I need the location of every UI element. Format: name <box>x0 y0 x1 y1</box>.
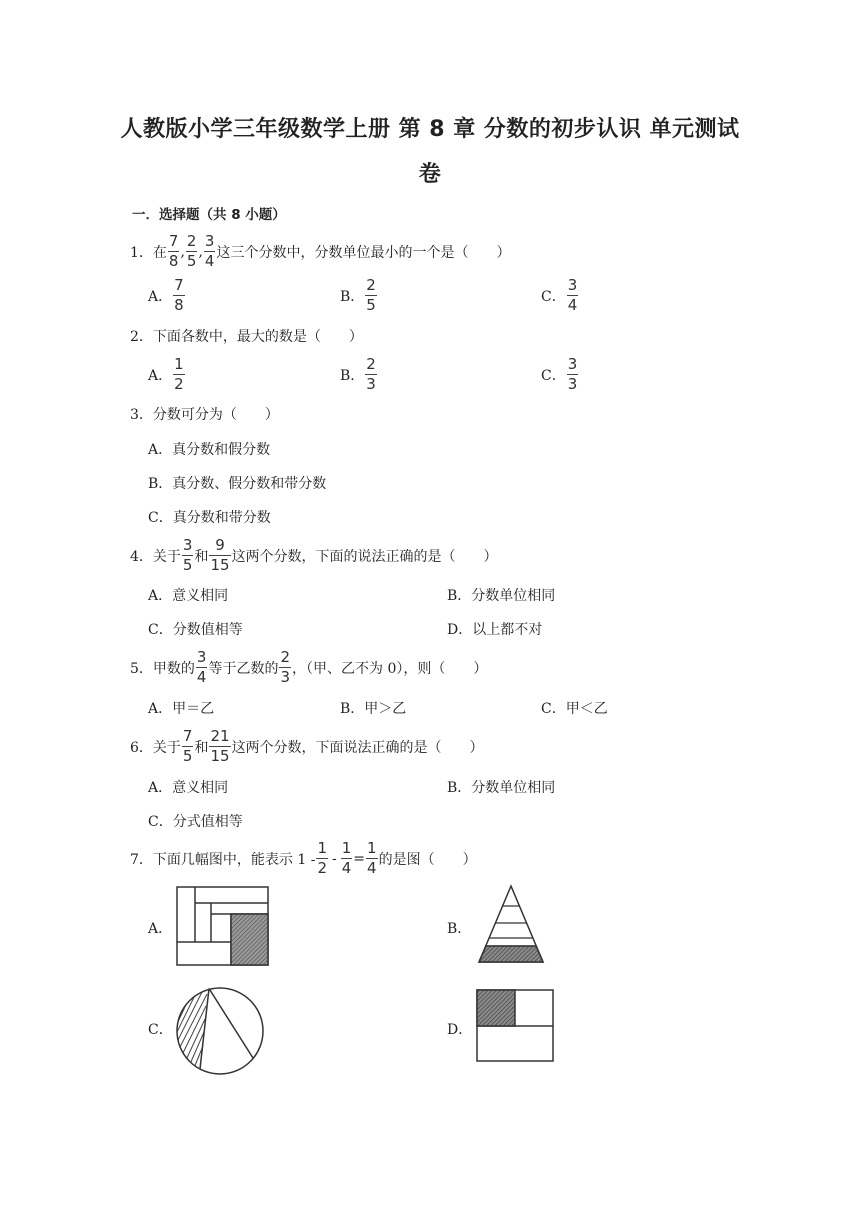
fraction <box>209 728 230 765</box>
equals-sign: = <box>353 850 366 867</box>
denominator: 15 <box>210 556 230 574</box>
numerator: 21 <box>210 727 230 745</box>
fraction <box>366 840 378 877</box>
fraction <box>173 277 185 314</box>
option-b[interactable]: B． <box>447 921 472 937</box>
numerator: 7 <box>182 727 193 745</box>
question-text: 关于 <box>152 739 181 756</box>
question-text: 和 <box>194 548 209 565</box>
numerator: 3 <box>204 232 215 250</box>
question-text: 这三个分数中，分数单位最小的一个是（ ） <box>216 244 511 261</box>
question-text: 甲数的 <box>152 660 195 677</box>
question-text: 这两个分数，下面说法正确的是（ ） <box>231 739 484 756</box>
question-number: 4． <box>130 548 153 565</box>
minus-sign: - <box>332 850 337 867</box>
denominator: 4 <box>196 668 207 686</box>
denominator: 4 <box>367 859 377 877</box>
fraction <box>182 537 194 574</box>
option-c[interactable]: C． <box>148 1022 173 1038</box>
question-text: 关于 <box>152 548 181 565</box>
option-a[interactable]: A．真分数和假分数 <box>148 442 271 458</box>
option-c[interactable] <box>541 356 579 393</box>
fraction <box>365 277 377 314</box>
numerator: 2 <box>366 276 376 294</box>
fraction <box>173 356 185 393</box>
denominator: 15 <box>210 747 230 765</box>
question-text: 在 <box>152 244 167 261</box>
question-4 <box>130 537 498 574</box>
option-label: A． <box>148 288 173 305</box>
denominator: 5 <box>182 556 193 574</box>
denominator: 4 <box>341 859 352 877</box>
numerator: 7 <box>174 276 184 294</box>
denominator: 4 <box>567 296 578 314</box>
fraction <box>168 233 180 270</box>
denominator: 3 <box>366 375 376 393</box>
option-a[interactable]: A．意义相同 <box>148 780 229 796</box>
option-b[interactable]: B．真分数、假分数和带分数 <box>148 476 327 492</box>
denominator: 2 <box>317 859 328 877</box>
option-d[interactable]: D．以上都不对 <box>447 622 543 638</box>
separator: , <box>198 243 203 260</box>
separator: , <box>180 243 185 260</box>
question-text: 这两个分数，下面的说法正确的是（ ） <box>231 548 498 565</box>
figure-a-rectangles <box>176 886 270 968</box>
denominator: 8 <box>168 252 179 270</box>
fraction <box>209 537 230 574</box>
option-c[interactable]: C．分数值相等 <box>148 622 243 638</box>
numerator: 3 <box>567 276 578 294</box>
question-text: 的是图（ ） <box>378 851 477 868</box>
fraction <box>316 840 328 877</box>
numerator: 1 <box>174 355 184 373</box>
numerator: 2 <box>280 648 291 666</box>
question-2 <box>130 326 363 346</box>
numerator: 3 <box>196 648 207 666</box>
document-title-line2: 卷 <box>418 162 442 187</box>
fraction <box>567 356 579 393</box>
numerator: 2 <box>186 232 197 250</box>
numerator: 7 <box>168 232 179 250</box>
fraction <box>341 840 353 877</box>
option-b[interactable]: B．甲＞乙 <box>340 701 407 717</box>
denominator: 5 <box>366 296 376 314</box>
option-a[interactable]: A．意义相同 <box>148 588 229 604</box>
option-label: B． <box>340 367 365 384</box>
fraction <box>279 649 291 686</box>
option-b[interactable]: B．分数单位相同 <box>447 780 556 796</box>
option-label: A． <box>148 367 173 384</box>
question-5 <box>130 649 487 686</box>
question-text: 3．分数可分为（ ） <box>130 407 279 423</box>
question-3 <box>130 404 279 424</box>
document-title-line1: 人教版小学三年级数学上册 第 8 章 分数的初步认识 单元测试 <box>120 117 740 142</box>
denominator: 2 <box>174 375 184 393</box>
question-number: 7． <box>130 851 153 868</box>
option-c[interactable]: C．甲＜乙 <box>541 701 608 717</box>
question-text: 等于乙数的 <box>208 660 279 677</box>
option-a[interactable]: A． <box>148 921 173 937</box>
option-c[interactable]: C．真分数和带分数 <box>148 510 271 526</box>
option-a[interactable] <box>148 277 186 314</box>
numerator: 3 <box>567 355 578 373</box>
question-text: 和 <box>194 739 209 756</box>
denominator: 3 <box>567 375 578 393</box>
option-b[interactable] <box>340 356 378 393</box>
denominator: 5 <box>182 747 193 765</box>
numerator: 3 <box>182 536 193 554</box>
question-text: 下面几幅图中，能表示 1 - <box>152 851 316 868</box>
question-text: 2．下面各数中，最大的数是（ ） <box>130 329 363 345</box>
fraction <box>365 356 377 393</box>
option-c[interactable] <box>541 277 579 314</box>
denominator: 5 <box>186 252 197 270</box>
numerator: 1 <box>341 839 352 857</box>
figure-d-square <box>476 989 556 1063</box>
figure-b-triangle <box>476 884 546 966</box>
fraction <box>196 649 208 686</box>
question-1 <box>130 233 510 270</box>
section-heading: 一．选择题（共 8 小题） <box>132 207 286 223</box>
numerator: 2 <box>366 355 376 373</box>
option-label: B． <box>340 288 365 305</box>
question-text: ，（甲、乙不为 0），则（ ） <box>292 660 488 677</box>
question-6 <box>130 728 484 765</box>
question-7 <box>130 840 477 877</box>
numerator: 9 <box>215 536 225 554</box>
denominator: 3 <box>280 668 291 686</box>
option-d[interactable]: D． <box>447 1022 473 1038</box>
question-number: 5． <box>130 660 153 677</box>
fraction <box>186 233 198 270</box>
option-a[interactable]: A．甲＝乙 <box>148 701 215 717</box>
option-b[interactable]: B．分数单位相同 <box>447 588 556 604</box>
option-label: C． <box>541 367 566 384</box>
fraction <box>204 233 216 270</box>
fraction <box>182 728 194 765</box>
option-a[interactable] <box>148 356 186 393</box>
denominator: 8 <box>174 296 184 314</box>
question-number: 1． <box>130 244 153 261</box>
denominator: 4 <box>204 252 215 270</box>
option-label: C． <box>541 288 566 305</box>
option-b[interactable] <box>340 277 378 314</box>
numerator: 1 <box>317 839 328 857</box>
numerator: 1 <box>367 839 377 857</box>
option-c[interactable]: C．分式值相等 <box>148 814 243 830</box>
fraction <box>567 277 579 314</box>
question-number: 6． <box>130 739 153 756</box>
figure-c-circle <box>172 986 268 1076</box>
